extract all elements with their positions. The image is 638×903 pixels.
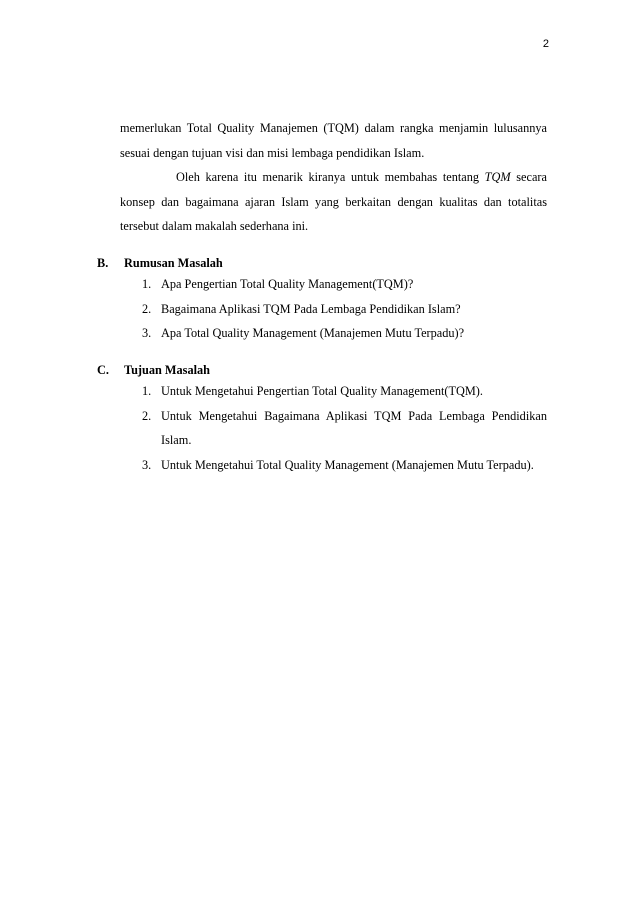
list-item-number: 3. <box>142 457 152 472</box>
list-item <box>142 321 547 346</box>
list-item-text: Untuk Mengetahui Pengertian Total Quality Management(TQM). <box>161 384 483 398</box>
list-item-text: Untuk Mengetahui Bagaimana Aplikasi TQM Pada Lembaga Pendidikan Islam. <box>161 408 547 447</box>
intro-paragraph-1: memerlukan Total Quality Manajemen (TQM) dalam rangka menjamin lulusannya sesuai dengan tujuan visi dan misi lembaga pendidikan Islam. <box>120 121 547 160</box>
list-item <box>142 453 547 478</box>
list-item <box>142 272 547 297</box>
list-item <box>142 404 547 453</box>
list-item <box>142 379 547 404</box>
intro-paragraph-2-text: Oleh karena itu menarik kiranya untuk membahas tentang <box>176 170 485 184</box>
list-item <box>142 297 547 322</box>
section-b-list <box>142 272 547 346</box>
list-item-number: 3. <box>142 326 152 340</box>
intro-paragraph-2-text-end: secara konsep dan bagaimana ajaran Islam yang berkaitan dengan kualitas dan totalitas tersebut dalam makalah sederhana ini. <box>120 170 547 233</box>
section-c-title: Tujuan Masalah <box>124 363 210 377</box>
list-item-number: 1. <box>142 277 152 291</box>
section-b-title: Rumusan Masalah <box>124 256 223 270</box>
section-b-letter: B. <box>97 256 109 270</box>
list-item-text: Apa Total Quality Management (Manajemen Mutu Terpadu)? <box>161 326 465 340</box>
page-number: 2 <box>542 38 549 50</box>
list-item-number: 2. <box>142 301 152 316</box>
list-item-text: Untuk Mengetahui Total Quality Management (Manajemen Mutu Terpadu). <box>161 457 534 472</box>
intro-paragraph-2-emphasis: TQM <box>484 170 511 184</box>
list-item-number: 1. <box>142 384 152 398</box>
list-item-text: Bagaimana Aplikasi TQM Pada Lembaga Pendidikan Islam? <box>161 301 461 316</box>
list-item-text: Apa Pengertian Total Quality Management(TQM)? <box>161 277 414 291</box>
list-item-number: 2. <box>142 408 152 423</box>
intro-paragraph-2 <box>120 165 547 239</box>
section-c-list <box>142 379 547 477</box>
section-c-letter: C. <box>97 363 109 377</box>
